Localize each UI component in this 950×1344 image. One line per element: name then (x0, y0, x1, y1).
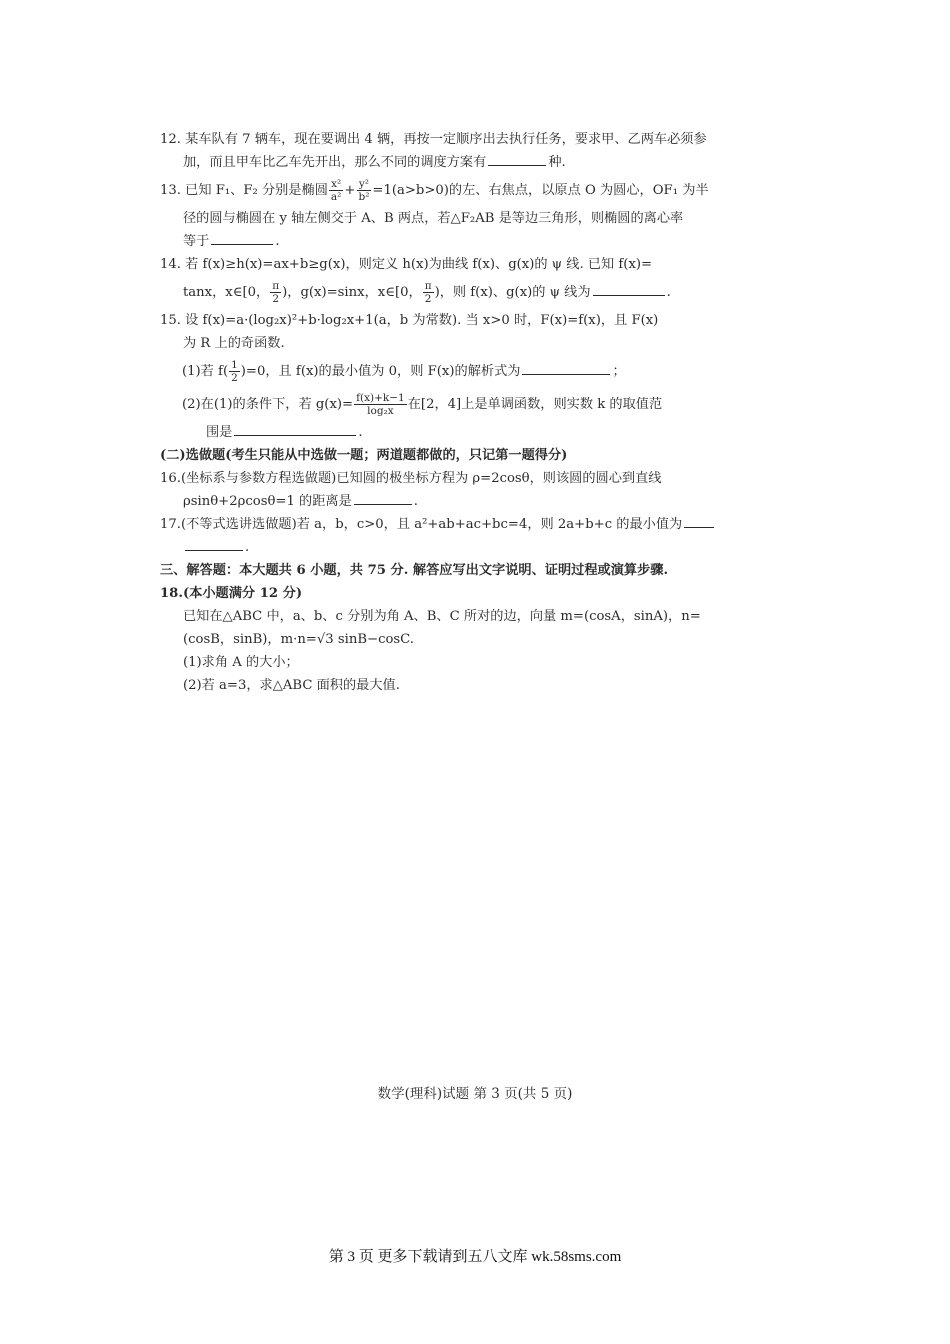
frac-numerator: π (272, 280, 280, 292)
frac-numerator: y² (358, 178, 370, 190)
q17-answer-blank-b (185, 536, 243, 551)
q13-line1 (160, 174, 775, 207)
q14-answer-blank (593, 281, 665, 296)
q15-frac-half (229, 359, 240, 384)
frac-numerator: 1 (231, 359, 238, 371)
frac-denominator: 2 (424, 293, 432, 305)
q16-text: ρsinθ+2ρcosθ=1 的距离是 (183, 494, 352, 509)
q15-line2: 为 R 上的奇函数. (183, 336, 285, 351)
q13-line2: 径的圆与椭圆在 y 轴左侧交于 A、B 两点，若△F₂AB 是等边三角形，则椭圆的离心率 (183, 211, 684, 226)
q16-line2 (160, 490, 775, 513)
q15-p2-answer-blank (234, 421, 356, 436)
scanned-exam-content (160, 128, 775, 697)
q15-p2-range-text: 围是 (206, 425, 233, 440)
q14-frac-pi-half-1 (270, 280, 281, 305)
q14-part-b: )，g(x)=sinx，x∈[0， (282, 285, 422, 300)
q15-p1-pre: (1)若 f( (182, 364, 229, 379)
q16-answer-blank (354, 490, 412, 505)
q17-text: 17.(不等式选讲选做题)若 a，b，c>0，且 a²+ab+ac+bc=4，则 2a+b+c 的最小值为 (160, 517, 683, 532)
q13-answer-blank (211, 230, 273, 245)
q13-equals-text: 等于 (183, 234, 210, 249)
q15-frac-g (354, 392, 407, 417)
q18-part2: (2)若 a=3，求△ABC 面积的最大值. (183, 678, 400, 693)
q15-part2 (160, 388, 775, 421)
section3-heading: 三、解答题：本大题共 6 小题，共 75 分. 解答应写出文字说明、证明过程或演算步骤. (160, 563, 669, 578)
q16-period: . (413, 494, 418, 509)
q14-line1: 14. 若 f(x)≥h(x)=ax+b≥g(x)，则定义 h(x)为曲线 f(x)、g(x)的 ψ 线. 已知 f(x)= (160, 257, 653, 272)
q15-p2-period: . (358, 425, 363, 440)
frac-denominator: 2 (231, 372, 238, 384)
frac-numerator: x² (331, 178, 342, 190)
q18-header: 18.(本小题满分 12 分) (160, 586, 303, 601)
q15-line1: 15. 设 f(x)=a·(log₂x)²+b·log₂x+1(a，b 为常数). 当 x>0 时，F(x)=f(x)，且 F(x) (160, 313, 659, 328)
q12-line1: 12. 某车队有 7 辆车，现在要调出 4 辆，再按一定顺序出去执行任务，要求甲、乙两车必须参 (160, 132, 707, 147)
site-footer: 第 3 页 更多下载请到五八文库 wk.58sms.com (328, 1249, 622, 1265)
frac-numerator: f(x)+k−1 (356, 392, 405, 404)
q14-part-c: )，则 f(x)、g(x)的 ψ 线为 (434, 285, 591, 300)
q13-frac-y (356, 178, 371, 203)
q13-period: . (275, 234, 280, 249)
q14-period: . (666, 285, 671, 300)
section2-heading: (二)选做题(考生只能从中选做一题；两道题都做的，只记第一题得分) (160, 448, 568, 463)
q15-p1-answer-blank (522, 360, 610, 375)
q18-line2: (cosB，sinB)，m·n=√3 sinB−cosC. (183, 632, 414, 647)
q15-p2-pre: (2)在(1)的条件下，若 g(x)= (182, 397, 354, 412)
q12-unit: 种. (548, 155, 566, 170)
q13-frac-x (329, 178, 343, 203)
frac-denominator: a² (330, 191, 342, 203)
frac-denominator: log₂x (367, 405, 394, 417)
q14-part-a: tanx，x∈[0， (183, 285, 270, 300)
exam-page-footer: 数学(理科)试题 第 3 页(共 5 页) (377, 1086, 573, 1102)
q13-line3 (160, 230, 775, 253)
q17-line1 (160, 513, 775, 536)
frac-denominator: b² (358, 191, 370, 203)
q13-pre: 13. 已知 F₁、F₂ 分别是椭圆 (160, 183, 328, 198)
q17-answer-blank-a (684, 513, 714, 528)
plus-sign: + (344, 183, 356, 198)
q15-p1-post: )=0，且 f(x)的最小值为 0，则 F(x)的解析式为 (240, 364, 521, 379)
q15-part1 (160, 355, 775, 388)
frac-numerator: π (424, 280, 432, 292)
q15-p1-semicolon: ； (612, 364, 626, 379)
q18-part1: (1)求角 A 的大小； (183, 655, 299, 670)
q15-part2-line2 (160, 421, 775, 444)
q12-text: 加，而且甲车比乙车先开出，那么不同的调度方案有 (183, 155, 487, 170)
q12-line2 (160, 151, 775, 174)
q17-line2 (160, 536, 775, 559)
q12-answer-blank (488, 151, 546, 166)
q15-p2-post: 在[2，4]上是单调函数，则实数 k 的取值范 (407, 397, 663, 412)
q14-frac-pi-half-2 (423, 280, 434, 305)
q14-line2 (160, 276, 775, 309)
q18-line1: 已知在△ABC 中，a、b、c 分别为角 A、B、C 所对的边，向量 m=(cosA，sinA)，n= (183, 609, 701, 624)
q13-post: =1(a>b>0)的左、右焦点，以原点 O 为圆心，OF₁ 为半 (372, 183, 709, 198)
q17-period: . (245, 540, 250, 555)
q16-line1: 16.(坐标系与参数方程选做题)已知圆的极坐标方程为 ρ=2cosθ，则该圆的圆心到直线 (160, 471, 662, 486)
frac-denominator: 2 (272, 293, 279, 305)
